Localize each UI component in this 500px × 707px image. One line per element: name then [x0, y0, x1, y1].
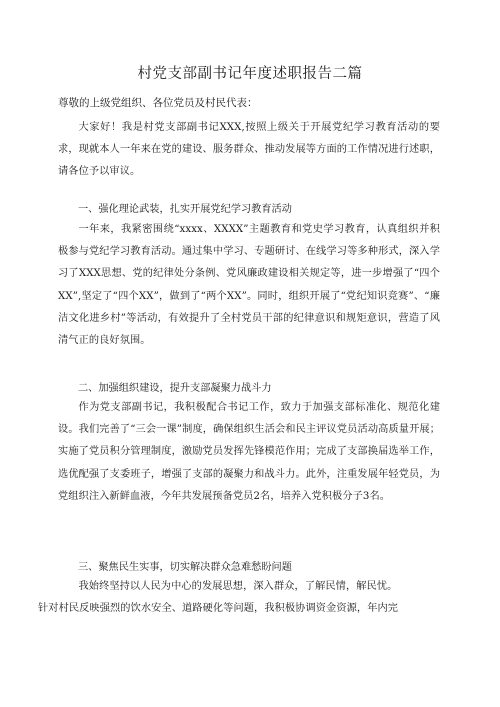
- section-2-heading: 二、加强组织建设，提升支部凝聚力战斗力: [78, 383, 272, 394]
- document-title: 村党支部副书记年度述职报告二篇: [137, 66, 363, 82]
- section-3-body-line-1: 我始终坚持以人民为中心的发展思想，深入群众，了解民情，解民忧。: [78, 581, 398, 592]
- section-3-body: [38, 576, 440, 620]
- section-3-heading: 三、聚焦民生实事，切实解决群众急难愁盼问题: [78, 562, 292, 573]
- intro-paragraph: 大家好！我是村党支部副书记XXX,按照上级关于开展党纪学习教育活动的要求，现就本人一年来在党的建设、服务群众、推动发展等方面的工作情况进行述职，请各位予以审议。: [58, 122, 440, 178]
- section-3-body-line-2: 针对村民反映强烈的饮水安全、道路硬化等问题，我积极协调资金资源，年内完: [38, 603, 399, 615]
- section-1-body: 一年来，我紧密围绕“xxxx、XXXX”主题教育和党史学习教育，认真组织并积极参与党纪学习教育活动。通过集中学习、专题研讨、在线学习等多种形式，深入学习了XXX思想、党的纪律处分条例、党风廉政建设相关规定等，进一步增强了“四个XX”,坚定了“四个XX”，做到了“两个XX”。同时，组织开展了“党纪知识竞赛”、“廉洁文化进乡村”等活动，有效提升了全村党员干部的纪律意识和规矩意识，营造了风清气正的良好氛围。: [58, 224, 440, 347]
- salutation: 尊敬的上级党组织、各位党员及村民代表：: [58, 97, 258, 109]
- section-2-body: 作为党支部副书记，我积极配合书记工作，致力于加强支部标准化、规范化建设。我们完善了“三会一课”制度，确保组织生活会和民主评议党员活动高质量开展；实施了党员积分管理制度，激励党员发挥先锋模范作用；完成了支部换届选举工作，选优配强了支委班子，增强了支部的凝聚力和战斗力。此外，注重发展年轻党员，为党组织注入新鲜血液，今年共发展预备党员2名，培养入党积极分子3名。: [58, 402, 440, 502]
- section-1-heading: 一、强化理论武装，扎实开展党纪学习教育活动: [78, 204, 292, 215]
